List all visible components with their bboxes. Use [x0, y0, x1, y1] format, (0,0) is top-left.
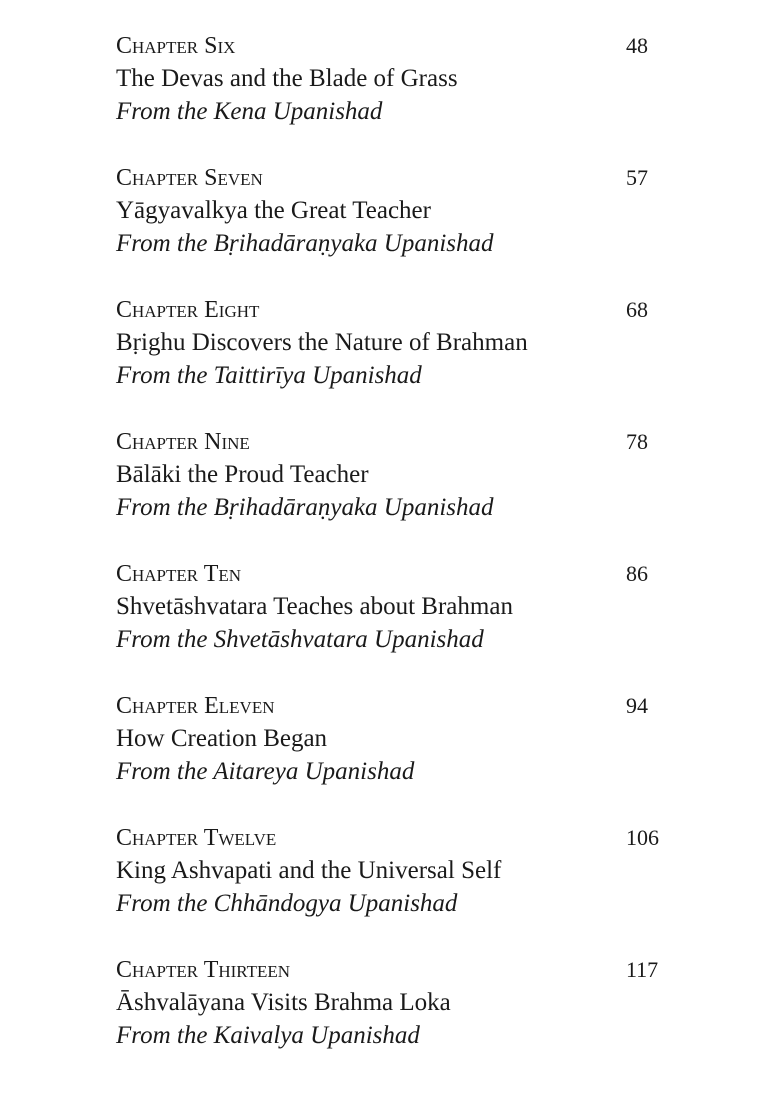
toc-entry-chapter-ten	[116, 558, 676, 690]
page-number: 68	[626, 297, 648, 322]
page-number: 106	[626, 825, 659, 850]
chapter-source: From the Chhāndogya Upanishad	[116, 890, 458, 917]
chapter-title: Āshvalāyana Visits Brahma Loka	[116, 989, 451, 1016]
chapter-title: How Creation Began	[116, 725, 328, 752]
chapter-label: Chapter Ten	[116, 561, 242, 587]
chapter-label: Chapter Eight	[116, 297, 260, 323]
chapter-source: From the Aitareya Upanishad	[116, 758, 415, 785]
toc-entry-chapter-seven	[116, 162, 676, 294]
chapter-title: Bālāki the Proud Teacher	[116, 461, 369, 488]
chapter-source: From the Bṛihadāraṇyaka Upanishad	[116, 230, 494, 257]
chapter-title: King Ashvapati and the Universal Self	[116, 857, 502, 884]
chapter-label: Chapter Six	[116, 33, 236, 59]
page-number: 57	[626, 165, 648, 190]
toc-entry-chapter-twelve	[116, 822, 676, 954]
chapter-title: The Devas and the Blade of Grass	[116, 65, 458, 92]
page-number: 86	[626, 561, 648, 586]
toc-entry-chapter-six	[116, 30, 676, 162]
chapter-source: From the Kaivalya Upanishad	[116, 1022, 420, 1049]
toc-entry-chapter-eleven	[116, 690, 676, 822]
chapter-title: Yāgyavalkya the Great Teacher	[116, 197, 431, 224]
chapter-label: Chapter Thirteen	[116, 957, 291, 983]
page-number: 48	[626, 33, 648, 58]
chapter-label: Chapter Seven	[116, 165, 263, 191]
table-of-contents	[116, 30, 676, 1086]
chapter-source: From the Bṛihadāraṇyaka Upanishad	[116, 494, 494, 521]
chapter-label: Chapter Twelve	[116, 825, 277, 851]
toc-entry-chapter-eight	[116, 294, 676, 426]
page-number: 117	[626, 957, 659, 982]
page-number: 78	[626, 429, 648, 454]
page-number: 94	[626, 693, 648, 718]
chapter-title: Shvetāshvatara Teaches about Brahman	[116, 593, 513, 620]
toc-entry-chapter-thirteen	[116, 954, 676, 1086]
chapter-source: From the Kena Upanishad	[116, 98, 383, 125]
chapter-title: Bṛighu Discovers the Nature of Brahman	[116, 329, 528, 356]
chapter-label: Chapter Eleven	[116, 693, 275, 719]
toc-entry-chapter-nine	[116, 426, 676, 558]
chapter-label: Chapter Nine	[116, 429, 250, 455]
chapter-source: From the Shvetāshvatara Upanishad	[116, 626, 484, 653]
chapter-source: From the Taittirīya Upanishad	[116, 362, 422, 389]
